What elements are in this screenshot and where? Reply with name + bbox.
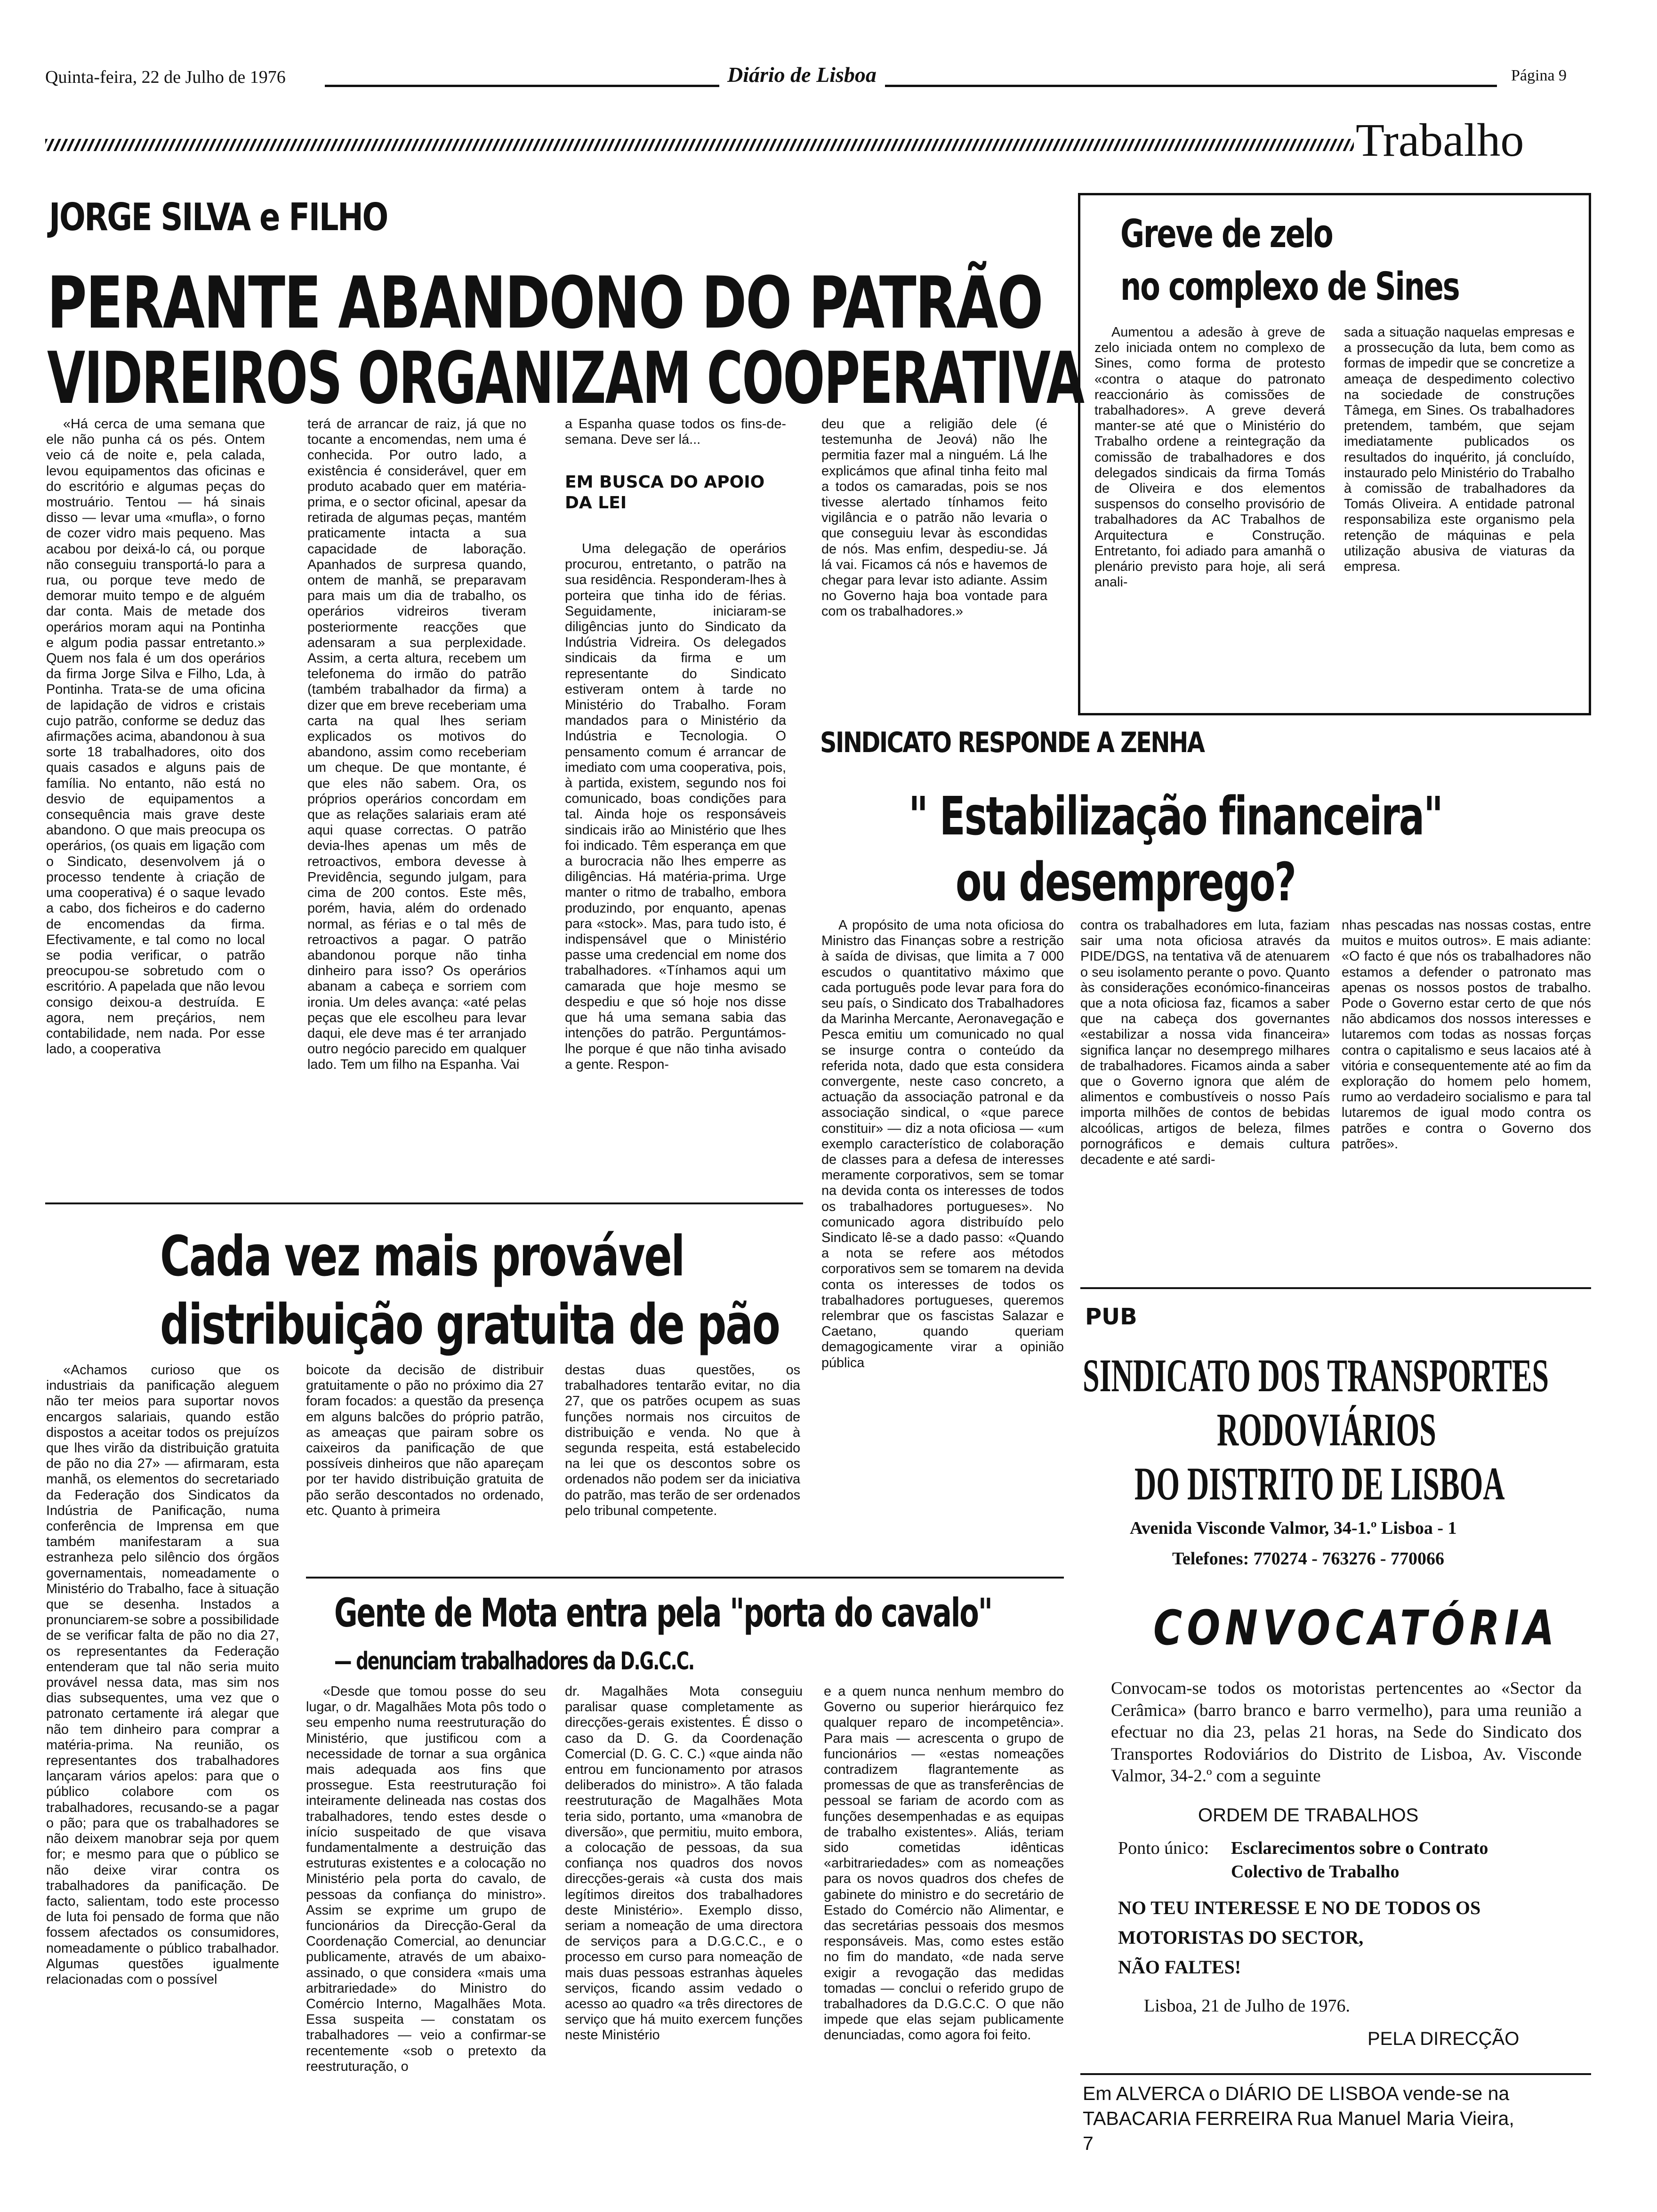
pub-org-line3: DO DISTRITO DE LISBOA bbox=[1134, 1458, 1505, 1510]
article-col-4 bbox=[821, 417, 1047, 680]
pub-slogan-line2: MOTORISTAS DO SECTOR, bbox=[1118, 1927, 1364, 1948]
pao-col-2-text: boicote da decisão de distribuir gratuitamente o pão no próximo dia 27 foram focados: a questão da presença em alguns balcões do próprio patrão, as ameaças que pairam sobre os caixeiros da panificação de que possíveis dinheiros que não apareçam por ter havido distribuição gratuita de pão serão descontados no ordenado, etc. Quanto à primeira bbox=[306, 1362, 544, 1518]
alverca-top-rule bbox=[1080, 2073, 1591, 2075]
zenha-col-3 bbox=[1342, 918, 1591, 1271]
mota-col-3 bbox=[824, 1684, 1064, 2206]
masthead-rule-right bbox=[885, 85, 1497, 87]
mota-headline: Gente de Mota entra pela "porta do cavalo" bbox=[334, 1590, 992, 1636]
masthead-date: Quinta-feira, 22 de Julho de 1976 bbox=[45, 67, 286, 87]
pao-col-1-text: «Achamos curioso que os industriais da panificação aleguem não ter meios para suportar novos encargos salariais, quando estão dispostos a aceitar todos os prejuízos que lhes virão da distribuição gratuita de pão no dia 27» — afirmaram, esta manhã, os elementos do secretariado da Federação dos Sindicatos da Indústria de Panificação, numa conferência de Imprensa em que também manifestaram a sua estranheza pelo silêncio dos órgãos governamentais, nomeadamente o Ministério do Trabalho, face à situação que se desenha. Instados a pronunciarem-se sobre a possibilidade de se verificar falta de pão no dia 27, os representantes da Federação entenderam que tal não seria muito provável nessa data, mas sim nos dias subsequentes, uma vez que o patronato certamente irá alegar que não tem dinheiro para comprar a matéria-prima. Na reunião, os representantes dos trabalhadores lançaram vários apelos: para que o público colabore com os trabalhadores, recusando-se a pagar o pão; para que os trabalhadores se não deixem manobrar seja por quem for; e mesmo para que o público se não deixe virar contra os trabalhadores da panificação. De facto, salientam, todo este processo de luta foi pensado de forma que não fossem afectados os consumidores, nomeadamente o público trabalhador. Algumas questões igualmente relacionadas com o possível bbox=[46, 1362, 279, 1987]
section-hatch-rule bbox=[45, 139, 1354, 151]
sines-col-2 bbox=[1344, 325, 1575, 701]
section-title: Trabalho bbox=[1356, 114, 1524, 166]
pub-agenda-title: ORDEM DE TRABALHOS bbox=[1198, 1805, 1419, 1826]
pub-date: Lisboa, 21 de Julho de 1976. bbox=[1144, 1996, 1351, 2016]
article-col-3a bbox=[565, 417, 786, 468]
pub-point-line1: Esclarecimentos sobre o Contrato bbox=[1231, 1838, 1488, 1858]
article-col-4-text: deu que a religião dele (é testemunha de Jeová) não lhe permitia fazer mal a ninguém. Lá lhe explicámos que afinal tinha feito mal a todos os camaradas, pois se nos tivesse alertado tínhamos feito vigilância e o patrão não levaria o que conseguiu levar às escondidas de nós. Mas enfim, despediu-se. Já lá vai. Ficamos cá nós e havemos de chegar para levar isto adiante. Assim no Governo haja boa vontade para com os trabalhadores.» bbox=[821, 417, 1047, 619]
pub-slogan-line1: NO TEU INTERESSE E NO DE TODOS OS bbox=[1118, 1897, 1481, 1918]
zenha-col-3-text: nhas pescadas nas nossas costas, entre muitos e muitos outros». E mais adiante: «O facto é que nós os trabalhadores não estamos a defender o patronato mas apenas os nossos postos de trabalho. Pode o Governo estar certo de que nós não abdicamos dos nossos interesses e lutaremos com todas as nossas forças contra o capitalismo e seus lacaios até à vitória e consequentemente até ao fim da exploração do homem pelo homem, rumo ao verdadeiro socialismo e para tal lutaremos de igual modo contra os patrões e contra o Governo dos patrões». bbox=[1342, 918, 1591, 1152]
alverca-line3: 7 bbox=[1083, 2132, 1094, 2154]
zenha-col-2-text: contra os trabalhadores em luta, faziam sair uma nota oficiosa através da PIDE/DGS, na tentativa vã de atenuarem o seu isolamento perante o povo. Quanto às considerações económico-financeiras que a nota oficiosa faz, ficamos a saber que na cabeça dos governantes «estabilizar a nossa vida financeira» significa lançar no desemprego milhares de trabalhadores. Ficamos ainda a saber que o Governo ignora que além de alimentos e combustíveis o nosso País importa milhões de contos de bebidas alcoólicas, artigos de beleza, filmes pornográficos e demais cultura decadente e até sardi- bbox=[1080, 918, 1330, 1168]
masthead-rule-left bbox=[325, 85, 719, 87]
pub-org-line2: RODOVIÁRIOS bbox=[1217, 1403, 1436, 1456]
sines-headline-line2: no complexo de Sines bbox=[1120, 264, 1459, 309]
pao-headline-line2: distribuição gratuita de pão bbox=[160, 1292, 780, 1357]
article-col-2 bbox=[307, 417, 526, 1193]
mota-col-3-text: e a quem nunca nenhum membro do Governo ou superior hierárquico fez qualquer reparo de incompetência». Para mais — acrescenta o grupo de funcionários — «estas nomeações contradizem flagrantemente as promessas de que as transferências de pessoal se fariam de acordo com as funções desempenhadas e as equipas de trabalho existentes». Aliás, teriam sido cometidas idênticas «arbitrariedades» com as nomeações para os novos quadros dos chefes de gabinete do ministro e do secretário de Estado do Comércio não Alimentar, e das secretárias pessoais dos mesmos responsáveis. Mas, como estes estão no fim do mandato, «de nada serve exigir a revogação das medidas tomadas — conclui o referido grupo de trabalhadores da D.G.C.C. O que não impede que elas sejam publicamente denunciadas, como agora foi feito. bbox=[824, 1684, 1064, 2043]
article-col-3a-text: a Espanha quase todos os fins-de-semana. Deve ser lá... bbox=[565, 417, 786, 448]
article-headline-line2: VIDREIROS ORGANIZAM COOPERATIVA bbox=[47, 337, 1084, 420]
pub-title: CONVOCATÓRIA bbox=[1153, 1600, 1559, 1656]
article-kicker: JORGE SILVA e FILHO bbox=[49, 195, 387, 239]
article-headline-line1: PERANTE ABANDONO DO PATRÃO bbox=[47, 261, 1043, 345]
sines-col-2-text: sada a situação naquelas empresas e a prossecução da luta, bem como as formas de impedir que se concretize a ameaça de despedimento colectivo na sociedade de construções Tâmega, em Sines. Os trabalhadores pretendem, também, que sejam imediatamente publicados os resultados do inquérito, já concluído, instaurado pelo Ministério do Trabalho à comissão de trabalhadores da Tomás Oliveira. A entidade patronal responsabiliza este organismo pela retenção de máquinas e pela utilização abusiva de viaturas da empresa. bbox=[1344, 325, 1575, 575]
mota-deck: — denunciam trabalhadores da D.G.C.C. bbox=[334, 1647, 694, 1675]
pub-text: Convocam-se todos os motoristas pertencentes ao «Sector da Cerâmica» (barro branco e barro vermelho), para uma reunião a efectuar no dia 23, pelas 21 horas, na Sede do Sindicato dos Transportes Rodoviários do Distrito de Lisboa, Av. Visconde Valmor, 34-2.º com a seguinte bbox=[1111, 1679, 1582, 1786]
sines-col-1-text: Aumentou a adesão à greve de zelo iniciada ontem no complexo de Sines, como forma de protesto «contra o ataque do patronato reaccionário às comissões de trabalhadores». A greve deverá manter-se até que o Ministério do Trabalho ordene a reintegração da comissão de trabalhadores e dos delegados sindicais da firma Tomás de Oliveira e dos elementos suspensos do conselho provisório de trabalhadores da AC Trabalhos de Arquitectura e Construção. Entretanto, foi adiado para amanhã o plenário previsto para hoje, ali será anali- bbox=[1094, 325, 1325, 590]
mota-col-2 bbox=[565, 1684, 803, 2206]
article-col-1 bbox=[46, 417, 265, 1193]
pub-slogan-line3: NÃO FALTES! bbox=[1118, 1956, 1241, 1978]
article-subhead: EM BUSCA DO APOIO DA LEI bbox=[565, 473, 765, 513]
mota-col-2-text: dr. Magalhães Mota conseguiu paralisar quase completamente as direcções-gerais existentes. É disso o caso da D. G. da Coordenação Comercial (D. G. C. C.) «que ainda não entrou em funcionamento por atrasos deliberados do ministro». A tão falada reestruturação de Magalhães Mota teria sido, portanto, uma «manobra de diversão», que permitiu, muito embora, a colocação de pessoas, da sua confiança nos quadros dos novos direcções-gerais «à custa dos mais legítimos direitos dos trabalhadores deste Ministério». Exemplo disso, seriam a nomeação de uma directora de serviços para a D.G.C.C., e o processo em curso para nomeação de mais duas pessoas estranhas àqueles serviços, ficando assim vedado o acesso ao quadro «a três directores de serviço que há muito exercem funções neste Ministério bbox=[565, 1684, 803, 2043]
pub-org-line1: SINDICATO DOS TRANSPORTES bbox=[1083, 1349, 1549, 1402]
pao-col-1 bbox=[46, 1362, 279, 2205]
article-col-3b bbox=[565, 541, 786, 1193]
pub-label: PUB bbox=[1085, 1304, 1137, 1330]
alverca-line2: TABACARIA FERREIRA Rua Manuel Maria Vieira, bbox=[1083, 2108, 1514, 2129]
pao-col-2 bbox=[306, 1362, 544, 1565]
pao-headline-line1: Cada vez mais provável bbox=[160, 1224, 684, 1289]
pub-phones: Telefones: 770274 - 763276 - 770066 bbox=[1172, 1549, 1445, 1569]
zenha-headline-line2: ou desemprego? bbox=[956, 852, 1295, 913]
pub-address: Avenida Visconde Valmor, 34-1.º Lisboa - 1 bbox=[1130, 1518, 1457, 1538]
article-col-2-text: terá de arrancar de raiz, já que no tocante a encomendas, nem uma é conhecida. Por outro lado, a existência é considerável, quer em produto acabado quer em matéria-prima, e o sector oficinal, apesar da retirada de algumas peças, mantém praticamente intacta a sua capacidade de laboração. Apanhados de surpresa quando, ontem de manhã, se preparavam para mais um dia de trabalho, os operários vidreiros tiveram posteriormente reacções que adensaram a sua perplexidade. Assim, a certa altura, recebem um telefonema do irmão do patrão (também trabalhador da firma) a dizer que em breve receberiam uma carta na qual lhes seriam explicados os motivos do abandono, assim como receberiam um cheque. De que montante, é que eles não sabem. Ora, os próprios operários concordam em que as relações salariais eram até aqui quase correctas. O patrão devia-lhes apenas um mês de retroactivos, embora devesse à Previdência, segundo julgam, para cima de 200 contos. Este mês, porém, havia, além do ordenado normal, as férias e o tal mês de retroactivos a pagar. O patrão abandonou porque não tinha dinheiro para isso? Os operários abanam a cabeça e sorriem com ironia. Um deles avança: «até pelas peças que ele escolheu para levar daqui, ele deve mas é ter arranjado outro negócio parecido em qualquer lado. Tem um filho na Espanha. Vai bbox=[307, 417, 526, 1073]
sines-col-1 bbox=[1094, 325, 1325, 701]
zenha-col-1-text: A propósito de uma nota oficiosa do Ministro das Finanças sobre a restrição à saída de divisas, que limita a 7 000 escudos o quantitativo máximo que cada português pode levar para fora do seu país, o Sindicato dos Trabalhadores da Marinha Mercante, Aeronavegação e Pesca emitiu um comunicado no qual se insurge contra o conteúdo da referida nota, dado que esta considera convergente, neste caso concreto, a actuação da associação patronal e da associação sindical, o «que parece constituir» — diz a nota oficiosa — «um exemplo característico de colaboração de classes para a defesa de interesses meramente corporativos, sem se tomar na devida conta os interesses de todos os trabalhadores portugueses». No comunicado agora distribuído pelo Sindicato lê-se a dado passo: «Quando a nota se refere aos métodos corporativos sem se tomarem na devida conta os interesses de todos os trabalhadores portugueses, queremos relembrar que os fascistas Salazar e Caetano, quando queriam demagogicamente virar a opinião pública bbox=[821, 918, 1064, 1370]
mota-col-1 bbox=[306, 1684, 546, 2206]
article-col-3b-text: Uma delegação de operários procurou, entretanto, o patrão na sua residência. Responderam-lhes à porteira que tinha ido de férias. Seguidamente, iniciaram-se diligências junto do Sindicato da Indústria Vidreira. Os delegados sindicais da firma e um representante do Sindicato estiveram ontem à tarde no Ministério do Trabalho. Foram mandados para o Ministério da Indústria e Tecnologia. O pensamento comum é arrancar de imediato com uma cooperativa, pois, à partida, existem, segundo nos foi comunicado, boas condições para tal. Ainda hoje os responsáveis sindicais irão ao Ministério que lhes foi indicado. Têm esperança em que a burocracia não lhes emperre as diligências. Há matéria-prima. Urge manter o ritmo de trabalho, embora produzindo, por enquanto, apenas para «stock». Mas, para tudo isto, é indispensável que o Ministério passe uma credencial em nome dos trabalhadores. «Tínhamos aqui um camarada que hoje mesmo se despediu e que só hoje nos disse que há uma semana sabia das intenções do patrão. Perguntámos-lhe porque é que não tinha avisado a gente. Respon- bbox=[565, 541, 786, 1072]
pao-col-3-text: destas duas questões, os trabalhadores tentarão evitar, no dia 27, que os patrões ocupem as suas funções normais nos circuitos de distribuição e venda. No que à segunda respeita, está estabelecido na lei que os descontos sobre os ordenados não podem ser da iniciativa do patrão, mas terão de ser ordenados pelo tribunal competente. bbox=[565, 1362, 800, 1518]
masthead-page-number: Página 9 bbox=[1511, 67, 1567, 84]
zenha-col-2 bbox=[1080, 918, 1330, 1271]
article-col-1-text: «Há cerca de uma semana que ele não punha cá os pés. Ontem veio cá de noite e, pela calada, levou equipamentos das oficinas e do escritório e algumas peças do mostruário. Tentou — há sinais disso — levar uma «mufla», o forno de cozer vidro mais pequeno. Mas acabou por deixá-lo cá, ou porque não conseguiu transportá-lo para a rua, ou porque teve medo de demorar muito tempo e de alguém dar conta. Mais de metade dos operários moram aqui na Pontinha e algum podia passar entretanto.» Quem nos fala é um dos operários da firma Jorge Silva e Filho, Lda, à Pontinha. Trata-se de uma oficina de lapidação de vidros e cristais cujo patrão, conforme se deduz das afirmações acima, abandonou à sua sorte 18 trabalhadores, oito dos quais casados e alguns pais de família. No entanto, não está no desvio de equipamentos a consequência mais grave deste abandono. O que mais preocupa os operários, (os quais em ligação com o Sindicato, desenvolvem já o processo tendente à criação de uma cooperativa) é o saque levado a cabo, dos ficheiros e do caderno de encomendas da firma. Efectivamente, e tal como no local se podia verificar, o patrão preocupou-se sobretudo com o escritório. A papelada que não levou consigo deixou-a destruída. E agora, nem preçários, nem contabilidade, nem nada. Por esse lado, a cooperativa bbox=[46, 417, 265, 1057]
pub-point-label: Ponto único: bbox=[1118, 1838, 1209, 1858]
pao-col-3 bbox=[565, 1362, 800, 1565]
pub-top-rule bbox=[1080, 1287, 1591, 1289]
pub-signature: PELA DIRECÇÃO bbox=[1367, 2028, 1520, 2049]
sines-headline-line1: Greve de zelo bbox=[1120, 212, 1333, 256]
pao-top-rule bbox=[45, 1202, 803, 1204]
pub-point-line2: Colectivo de Trabalho bbox=[1231, 1862, 1400, 1882]
masthead-paper-name: Diário de Lisboa bbox=[727, 63, 877, 87]
mota-col-1-text: «Desde que tomou posse do seu lugar, o dr. Magalhães Mota pôs todo o seu empenho numa reestruturação do Ministério, que justificou com a necessidade de tornar a sua orgânica mais adequada aos fins que prossegue. Esta reestruturação foi inteiramente delineada nas costas dos trabalhadores, tendo estes desde o início suspeitado de que visava fundamentalmente a destruição das estruturas existentes e a colocação no Ministério pela porta do cavalo, de pessoas da confiança do ministro». Assim se exprime um grupo de funcionários da Direcção-Geral da Coordenação Comercial, ao denunciar publicamente, através de um abaixo-assinado, o que considera «mais uma arbitrariedade» do Ministro do Comércio Interno, Magalhães Mota. Essa suspeita — constatam os trabalhadores — veio a confirmar-se recentemente «sob o pretexto da reestruturação, o bbox=[306, 1684, 546, 2074]
mota-top-rule bbox=[306, 1577, 1064, 1579]
zenha-col-1 bbox=[821, 918, 1064, 1633]
alverca-line1: Em ALVERCA o DIÁRIO DE LISBOA vende-se na bbox=[1083, 2083, 1510, 2104]
zenha-headline-line1: " Estabilização financeira" bbox=[909, 786, 1442, 847]
zenha-kicker: SINDICATO RESPONDE A ZENHA bbox=[820, 726, 1204, 759]
